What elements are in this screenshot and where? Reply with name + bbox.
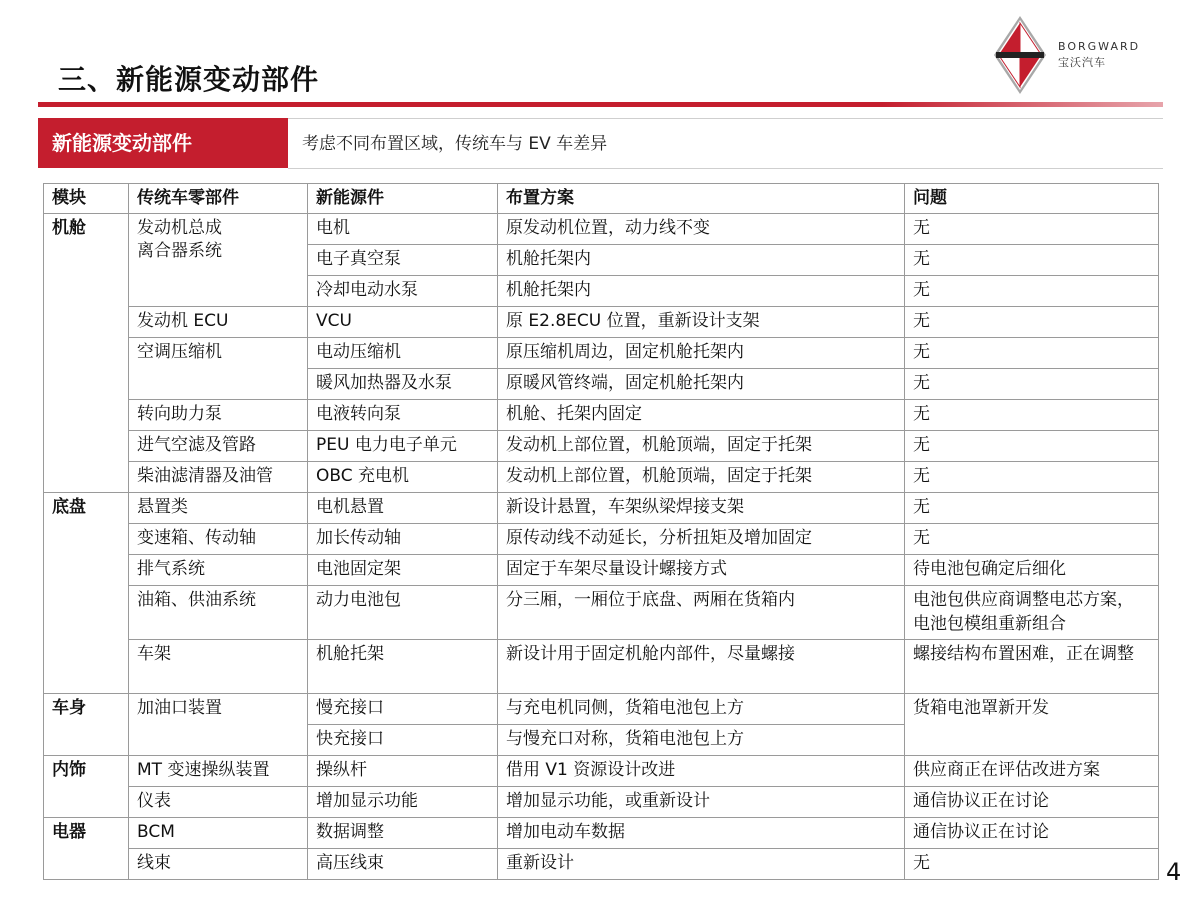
issue-cell: 无 [905, 245, 1159, 276]
plan-cell: 发动机上部位置，机舱顶端，固定于托架 [498, 462, 905, 493]
issue-cell: 通信协议正在讨论 [905, 818, 1159, 849]
table-row [44, 818, 1159, 849]
table-row [44, 462, 1159, 493]
table-row [44, 400, 1159, 431]
table-row [44, 640, 1159, 694]
table-header-row [44, 184, 1159, 214]
new-part-cell: 高压线束 [308, 849, 498, 880]
table-row [44, 555, 1159, 586]
page-title: 三、新能源变动部件 [58, 63, 320, 96]
new-part-cell: 操纵杆 [308, 756, 498, 787]
section-label: 新能源变动部件 [38, 118, 288, 168]
plan-cell: 与慢充口对称，货箱电池包上方 [498, 725, 905, 756]
table-row [44, 214, 1159, 245]
plan-cell: 固定于车架尽量设计螺接方式 [498, 555, 905, 586]
logo-wordmark: BORGWARD [1058, 40, 1141, 53]
new-part-cell: 电机 [308, 214, 498, 245]
plan-cell: 发动机上部位置，机舱顶端，固定于托架 [498, 431, 905, 462]
issue-cell: 无 [905, 276, 1159, 307]
new-part-cell: VCU [308, 307, 498, 338]
table-row [44, 694, 1159, 725]
traditional-cell: 空调压缩机 [129, 338, 308, 400]
new-part-cell: PEU 电力电子单元 [308, 431, 498, 462]
issue-cell: 无 [905, 338, 1159, 369]
traditional-cell: 发动机 ECU [129, 307, 308, 338]
new-part-cell: 电子真空泵 [308, 245, 498, 276]
logo-wordmark-cn: 宝沃汽车 [1058, 56, 1106, 69]
traditional-cell: 车架 [129, 640, 308, 694]
issue-cell: 无 [905, 214, 1159, 245]
issue-cell: 无 [905, 400, 1159, 431]
traditional-cell: 排气系统 [129, 555, 308, 586]
header-traditional-part: 传统车零部件 [129, 184, 308, 214]
table-row [44, 849, 1159, 880]
new-part-cell: 机舱托架 [308, 640, 498, 694]
page-number: 4 [1166, 858, 1182, 886]
table-row [44, 787, 1159, 818]
issue-cell: 无 [905, 462, 1159, 493]
traditional-cell: 发动机总成 离合器系统 [129, 214, 308, 307]
module-cell: 电器 [44, 818, 129, 880]
issue-cell: 无 [905, 307, 1159, 338]
plan-cell: 机舱托架内 [498, 245, 905, 276]
new-part-cell: 冷却电动水泵 [308, 276, 498, 307]
new-part-cell: 数据调整 [308, 818, 498, 849]
issue-cell: 待电池包确定后细化 [905, 555, 1159, 586]
traditional-cell: MT 变速操纵装置 [129, 756, 308, 787]
traditional-cell: 加油口装置 [129, 694, 308, 756]
new-part-cell: 增加显示功能 [308, 787, 498, 818]
traditional-cell: 悬置类 [129, 493, 308, 524]
traditional-cell: BCM [129, 818, 308, 849]
new-part-cell: 快充接口 [308, 725, 498, 756]
issue-cell: 电池包供应商调整电芯方案，电池包模组重新组合 [905, 586, 1159, 640]
header-layout-plan: 布置方案 [498, 184, 905, 214]
plan-cell: 借用 V1 资源设计改进 [498, 756, 905, 787]
table-row [44, 493, 1159, 524]
plan-cell: 重新设计 [498, 849, 905, 880]
issue-cell: 无 [905, 524, 1159, 555]
module-cell: 车身 [44, 694, 129, 756]
plan-cell: 增加显示功能，或重新设计 [498, 787, 905, 818]
note-divider-bottom [288, 168, 1163, 169]
table-row [44, 338, 1159, 369]
plan-cell: 原压缩机周边，固定机舱托架内 [498, 338, 905, 369]
new-part-cell: 电动压缩机 [308, 338, 498, 369]
plan-cell: 原暖风管终端，固定机舱托架内 [498, 369, 905, 400]
plan-cell: 与充电机同侧，货箱电池包上方 [498, 694, 905, 725]
traditional-cell: 变速箱、传动轴 [129, 524, 308, 555]
plan-cell: 原传动线不动延长，分析扭矩及增加固定 [498, 524, 905, 555]
new-part-cell: OBC 充电机 [308, 462, 498, 493]
traditional-cell: 油箱、供油系统 [129, 586, 308, 640]
header-new-energy-part: 新能源件 [308, 184, 498, 214]
new-part-cell: 动力电池包 [308, 586, 498, 640]
module-cell: 底盘 [44, 493, 129, 694]
traditional-cell: 仪表 [129, 787, 308, 818]
header-module: 模块 [44, 184, 129, 214]
issue-cell: 通信协议正在讨论 [905, 787, 1159, 818]
traditional-cell: 转向助力泵 [129, 400, 308, 431]
title-divider [38, 102, 1163, 107]
plan-cell: 新设计用于固定机舱内部件，尽量螺接 [498, 640, 905, 694]
plan-cell: 增加电动车数据 [498, 818, 905, 849]
parts-table [43, 183, 1159, 880]
traditional-cell: 柴油滤清器及油管 [129, 462, 308, 493]
new-part-cell: 电液转向泵 [308, 400, 498, 431]
module-cell: 内饰 [44, 756, 129, 818]
issue-cell: 货箱电池罩新开发 [905, 694, 1159, 756]
plan-cell: 原发动机位置，动力线不变 [498, 214, 905, 245]
section-note: 考虑不同布置区域，传统车与 EV 车差异 [302, 134, 608, 154]
issue-cell: 无 [905, 431, 1159, 462]
header-issue: 问题 [905, 184, 1159, 214]
new-part-cell: 慢充接口 [308, 694, 498, 725]
new-part-cell: 电池固定架 [308, 555, 498, 586]
module-cell: 机舱 [44, 214, 129, 493]
plan-cell: 新设计悬置，车架纵梁焊接支架 [498, 493, 905, 524]
table-row [44, 756, 1159, 787]
plan-cell: 分三厢，一厢位于底盘、两厢在货箱内 [498, 586, 905, 640]
new-part-cell: 加长传动轴 [308, 524, 498, 555]
plan-cell: 机舱托架内 [498, 276, 905, 307]
traditional-cell: 线束 [129, 849, 308, 880]
plan-cell: 原 E2.8ECU 位置，重新设计支架 [498, 307, 905, 338]
traditional-cell: 进气空滤及管路 [129, 431, 308, 462]
table-row [44, 524, 1159, 555]
table-row [44, 586, 1159, 640]
issue-cell: 无 [905, 369, 1159, 400]
issue-cell: 无 [905, 493, 1159, 524]
table-row [44, 307, 1159, 338]
issue-cell: 供应商正在评估改进方案 [905, 756, 1159, 787]
new-part-cell: 电机悬置 [308, 493, 498, 524]
plan-cell: 机舱、托架内固定 [498, 400, 905, 431]
issue-cell: 螺接结构布置困难，正在调整 [905, 640, 1159, 694]
new-part-cell: 暖风加热器及水泵 [308, 369, 498, 400]
issue-cell: 无 [905, 849, 1159, 880]
table-row [44, 431, 1159, 462]
